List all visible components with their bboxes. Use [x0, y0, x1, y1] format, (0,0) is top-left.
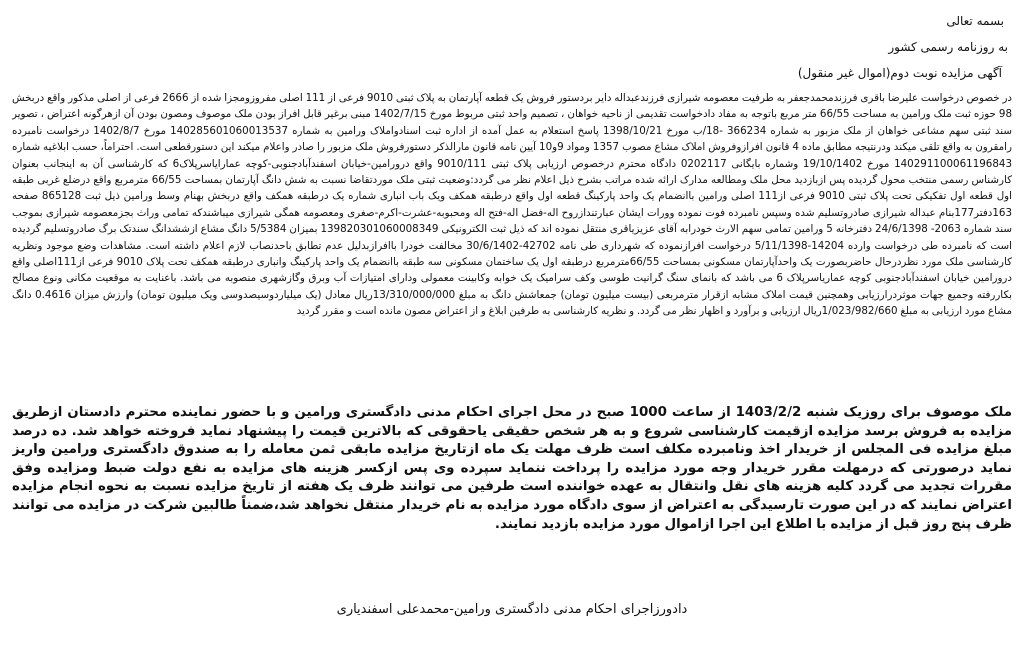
notice-body-paragraph: در خصوص درخواست علیرضا باقری فرزندمحمدجعفر به طرفیت معصومه شیرازی فرزندعبداله دایر بردستور فروش یک قطعه آپارتمان به پلاک ثبتی 9010 فرعی از 111 اصلی مفروزومجزا شده از 2666 فرعی از اصلی مذکور واقع دربخش 98 حوزه ثبت ملک ورامین به مساحت 66/55 متر مربع باتوجه به مفاد دادخواست تقدیمی از ناحیه خواهان ، تصمیم واحد ثبتی مربوط مورخ 1402/7/15 مبنی برغیر قابل افراز بودن ملک موصوف ومصون بودن آن ازهرگونه اعتراض ، تصویر سند ثبتی سهم مشاعی خواهان از ملک مزبور به شماره 366234 -18/ب مورخ 1398/10/21 پاسخ استعلام به عمل آمده از اداره ثبت اسنادواملاک ورامین به شماره 140285601060013537 مورخ 1402/8/7 درخواست نامبرده رامقرون به واقع تلقی میکند ودرنتیجه مطابق ماده 4 قانون افرازوفروش املاک مشاع مصوب 1357 ومواد 9و10 آیین نامه قانون مارالذکر دستورفروش ملک مزبور را صادر واعلام میکند این دستورقطعی است. احتراماً، حسب ابلاغیه شماره 140291100061196843 مورخ 19/10/1402 وشماره بایگانی 0202117 دادگاه محترم درخصوص ارزیابی پلاک ثبتی 9010/111 واقع درورامین-خیابان اسفندآبادجنوبی-کوچه عمارایاسرپلاک6 که کارشناسی آن به اینجانب بعنوان کارشناس رسمی منتخب محول گردیده پس ازبازدید محل ملک ومطالعه مدارک ارائه شده مراتب بشرح ذیل اعلام نظر می گردد:وضعیت ثبتی ملک موردتقاضا نسبت به شش دانگ آپارتمان بمساحت 66/55 مترمربع واقع درضلع غربی طبقه اول قطعه اول تفکیکی تحت پلاک ثبتی 9010 فرعی از111 اصلی ورامین باانضمام یک واحد پارکینگ قطعه اول واقع درطبقه همکف ویک باب انباری شماره یک درطبقه همکف واقع دربخش بهنام وسط ورامین ذیل ثبت 865128 صفحه 163دفتر177بنام عبداله شیرازی صادروتسلیم شده وسپس نامبرده فوت نموده وورات ایشان عبارتندازروح اله-فضل اله-فتح اله ومحبوبه-عشرت-اکرم-صغری ومعصومه همگی شیرازی میباشندکه تمامی وراث بجزمعصومه شیرازی بموجب سند شماره 2063- 24/6/1398 دفترخانه 5 ورامین تمامی سهم الارث خودرابه آقای عزیزیاقری منتقل نموده اند که ذیل ثبت الکترونیکی 139820301060008349 بمیزان 5/5384 دانگ مشاع ازششدانگ سندتک برگ صادروتسلیم گردیده است که نامبرده طی درخواست وارده 14204-5/11/1398 درخواست افرازنموده که شهرداری طی نامه 42702-30/6/1402 مخالفت خودرا باافرازبدلیل عدم تطابق باحدنصاب لازم اعلام داشته است. مشاهدات وضع موجود ونظریه کارشناسی ملک مورد نظردرحال حاضربصورت یک واحدآپارتمان مسکونی بمساحت 66/55مترمربع درطبقه اول یک ساختمان مسکونی سه طبقه باانضمام یک واحد پارکینگ وانباری درطبقه همکف تحت پلاک 9010 فرعی از111اصلی واقع درورامین خیابان اسفندآبادجنوبی کوچه عماریاسرپلاک 6 می باشد که بانمای سنگ گرانیت طوسی وکف سرامیک یک خوابه وکابینت معمولی ودارای امتیازات آب وبرق وگازشهری منصوبه می باشد. باعنایت به موقعیت مکانی ونوع مصالح بکاررفته وجمیع جهات موثردرارزیابی وهمچنین قیمت املاک مشابه ازقرار مترمربعی (بیست میلیون تومان) جمعاشش دانگ به مبلغ 13/310/000/000ریال معادل (یک میلیاردوسیصدوسی ویک میلیون تومان) وارزش میزان 0.4616 دانگ مشاع مورد ارزیابی به مبلغ 1/023/982/660ریال ارزیابی و برآورد و اظهار نظر می گردد. و نظریه کارشناسی به طرفین ابلاغ و از اعتراض مصون مانده است و مقرر گردید — [12, 92, 1012, 318]
signature-line: دادورزاجرای احکام مدنی دادگستری ورامین-محمدعلی اسفندیاری — [336, 602, 688, 617]
notice-title: آگهی مزایده نوبت دوم(اموال غیر منقول) — [797, 66, 1002, 80]
auction-terms-paragraph: ملک موصوف برای روزیک شنبه 1403/2/2 از ساعت 1000 صبح در محل اجرای احکام مدنی دادگستری ورامین و با حضور نماینده محترم دادستان ازطریق مزایده به فروش برسد مزایده ازقیمت کارشناسی شروع و به هر شخص حقیقی یاحقوقی که بالاترین قیمت را پیشنهاد نماید فروخته خواهد شد. ده درصد مبلغ مزایده فی المجلس از خریدار اخذ ونامبرده مکلف است ظرف مهلت یک ماه ازتاریخ مزایده مابقی ثمن معامله را به صندوق دادگستری ورامین واریز نماید درصورتی که درمهلت مقرر خریدار وجه مورد مزایده را پرداخت ننماید سپرده وی پس ازکسر هزینه های مزایده به نفع دولت ضبط ومزایده وفق مقررات تجدید می گردد کلیه هزینه های نقل وانتقال به عهده خواننده است طرفین می توانند ظرف یک هفته از تاریخ مزایده نسبت به نحوه انجام مزایده اعتراض نمایند که در این صورت تارسیدگی به اعتراض از سوی دادگاه مورد مزایده به نام خریدار منتقل نخواهد شد،ضمناً طالبین شرکت در مزایده می توانند ظرف پنج روز قبل از مزایده با اطلاع این اجرا ازاموال مورد مزایده بازدید نمایند. — [12, 405, 1012, 532]
recipient-line: به روزنامه رسمی کشور — [888, 40, 1008, 54]
basmala-heading: بسمه تعالی — [946, 14, 1004, 28]
